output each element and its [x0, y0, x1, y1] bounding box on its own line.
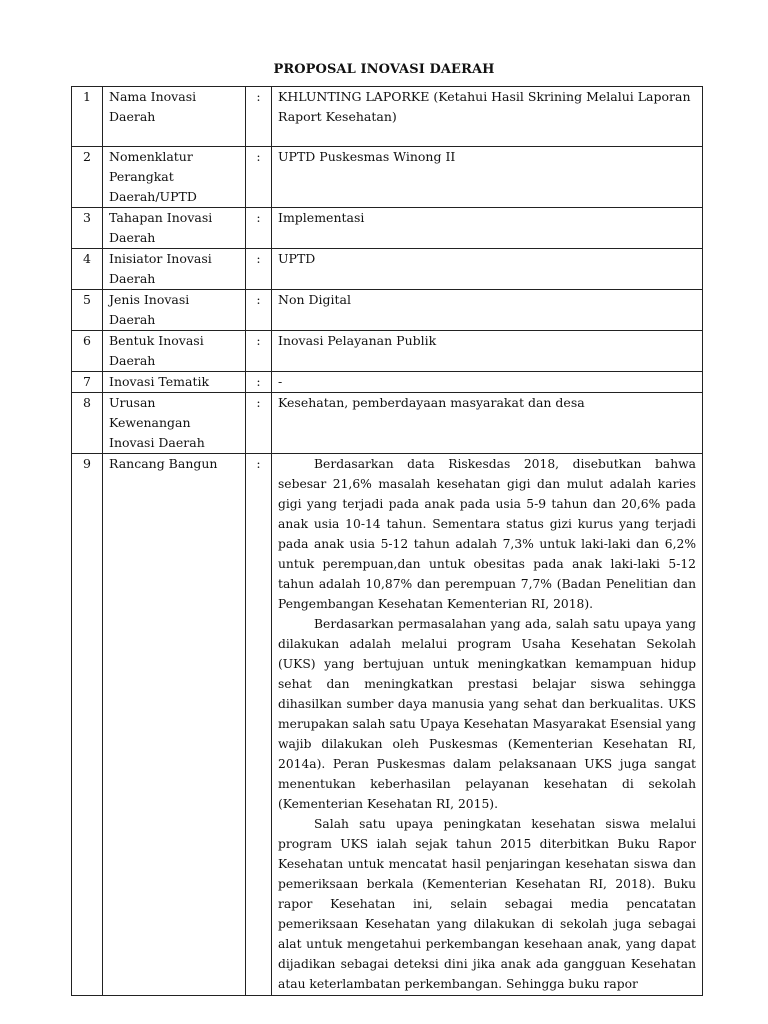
row-number: 6	[72, 331, 103, 372]
body-paragraph: Berdasarkan permasalahan yang ada, salah satu upaya yang dilakukan adalah melalui program Usaha Kesehatan Sekolah (UKS) yang bertujuan untuk meningkatkan kemampuan hidup sehat dan meningkatkan prestasi belajar siswa sehingga dihasilkan sumber daya manusia yang sehat dan berkualitas. UKS merupakan salah satu Upaya Kesehatan Masyarakat Esensial yang wajib dilakukan oleh Puskesmas (Kementerian Kesehatan RI, 2014a). Peran Puskesmas dalam pelaksanaan UKS juga sangat menentukan keberhasilan pelayanan kesehatan di sekolah (Kementerian Kesehatan RI, 2015).	[278, 617, 696, 811]
row-colon: :	[246, 290, 272, 331]
proposal-table	[71, 86, 703, 996]
table-row	[72, 87, 703, 147]
row-value: UPTD Puskesmas Winong II	[272, 147, 703, 208]
row-label: Inovasi Tematik	[103, 372, 246, 393]
row-label: Nama Inovasi Daerah	[103, 87, 246, 147]
document-title: PROPOSAL INOVASI DAERAH	[273, 62, 495, 77]
body-paragraph: Salah satu upaya peningkatan kesehatan siswa melalui program UKS ialah sejak tahun 2015 diterbitkan Buku Rapor Kesehatan untuk mencatat hasil penjaringan kesehatan siswa dan pemeriksaan berkala (Kementerian Kesehatan RI, 2018). Buku rapor Kesehatan ini, selain sebagai media pencatatan pemeriksaan Kesehatan yang dilakukan di sekolah juga sebagai alat untuk mengetahui perkembangan kesehaan anak, yang dapat dijadikan sebagai deteksi dini jika anak ada gangguan Kesehatan atau keterlambatan perkembangan. Sehingga buku rapor	[278, 817, 696, 991]
table-row	[72, 249, 703, 290]
row-label: Urusan Kewenangan Inovasi Daerah	[103, 393, 246, 454]
row-label: Inisiator Inovasi Daerah	[103, 249, 246, 290]
row-label: Nomenklatur Perangkat Daerah/UPTD	[103, 147, 246, 208]
row-label: Tahapan Inovasi Daerah	[103, 208, 246, 249]
row-colon: :	[246, 87, 272, 147]
row-value: -	[272, 372, 703, 393]
row-value: Non Digital	[272, 290, 703, 331]
table-row	[72, 372, 703, 393]
body-paragraph: Berdasarkan data Riskesdas 2018, disebutkan bahwa sebesar 21,6% masalah kesehatan gigi dan mulut adalah karies gigi yang terjadi pada anak pada usia 5-9 tahun dan 20,6% pada anak usia 10-14 tahun. Sementara status gizi kurus yang terjadi pada anak usia 5-12 tahun adalah 7,3% untuk laki-laki dan 6,2% untuk perempuan,dan untuk obesitas pada anak laki-laki 5-12 tahun adalah 10,87% dan perempuan 7,7% (Badan Penelitian dan Pengembangan Kesehatan Kementerian RI, 2018).	[278, 457, 696, 611]
row-number: 1	[72, 87, 103, 147]
row-colon: :	[246, 372, 272, 393]
row-value: KHLUNTING LAPORKE (Ketahui Hasil Skrining Melalui Laporan Raport Kesehatan)	[272, 87, 703, 147]
row-colon: :	[246, 147, 272, 208]
row-number: 8	[72, 393, 103, 454]
row-number: 4	[72, 249, 103, 290]
row-colon: :	[246, 208, 272, 249]
row-colon: :	[246, 393, 272, 454]
table-row	[72, 208, 703, 249]
row-value-rancang-bangun	[272, 454, 703, 996]
row-label: Jenis Inovasi Daerah	[103, 290, 246, 331]
row-colon: :	[246, 454, 272, 996]
row-number: 9	[72, 454, 103, 996]
row-colon: :	[246, 249, 272, 290]
table-row	[72, 331, 703, 372]
row-number: 2	[72, 147, 103, 208]
row-value: Kesehatan, pemberdayaan masyarakat dan desa	[272, 393, 703, 454]
row-number: 3	[72, 208, 103, 249]
row-value: UPTD	[272, 249, 703, 290]
table-row	[72, 454, 703, 996]
row-label: Bentuk Inovasi Daerah	[103, 331, 246, 372]
row-label: Rancang Bangun	[103, 454, 246, 996]
table-row	[72, 393, 703, 454]
table-row	[72, 147, 703, 208]
row-number: 5	[72, 290, 103, 331]
row-number: 7	[72, 372, 103, 393]
table-row	[72, 290, 703, 331]
row-value: Inovasi Pelayanan Publik	[272, 331, 703, 372]
row-value: Implementasi	[272, 208, 703, 249]
row-colon: :	[246, 331, 272, 372]
